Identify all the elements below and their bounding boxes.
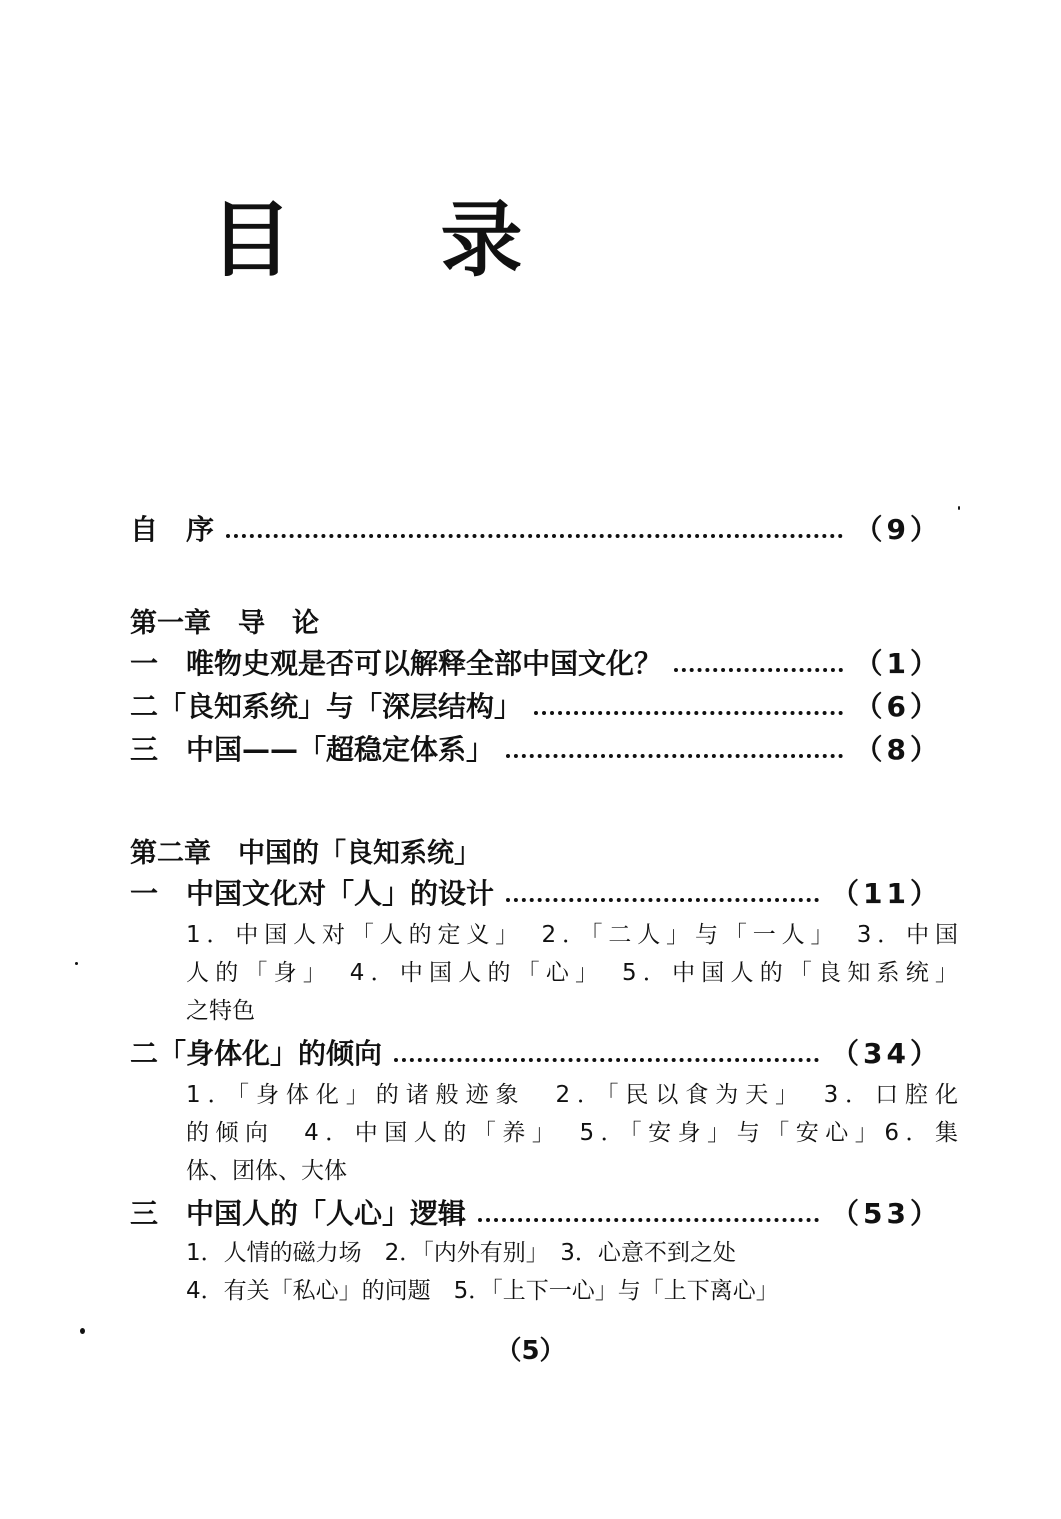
leader-dots	[674, 664, 843, 672]
leader-dots	[478, 1214, 819, 1222]
toc-entry-page: （1）	[854, 647, 942, 680]
subitem-line: 1．人情的磁力场 2．「内外有别」 3．心意不到之处	[186, 1240, 736, 1266]
scan-speck	[958, 506, 960, 510]
toc-entry-label: 二「良知系统」与「深层结构」	[130, 690, 523, 723]
chapter-heading: 第一章 导 论	[130, 607, 319, 639]
toc-entry-label: 一 唯物史观是否可以解释全部中国文化？	[130, 647, 663, 680]
subitem-line: 4．有关「私心」的问题 5．「上下一心」与「上下离心」	[186, 1278, 779, 1304]
toc-entry	[130, 640, 942, 684]
toc-entry-label: 二「身体化」的倾向	[130, 1037, 383, 1070]
scan-speck	[75, 962, 78, 965]
leader-dots	[506, 750, 843, 758]
toc-entry-label: 自 序	[130, 513, 215, 546]
subitem-line: 体、团体、大体	[186, 1158, 347, 1184]
toc-entry-page: （6）	[854, 690, 942, 723]
page-title: 目 录	[210, 193, 583, 288]
toc-entry-page: （9）	[854, 513, 942, 546]
toc-entry-preface	[130, 506, 942, 550]
chapter-heading: 第二章 中国的「良知系统」	[130, 837, 481, 869]
toc-entry	[130, 683, 942, 727]
subitem-line: 的倾向 4．中国人的「养」 5．「安身」与「安心」6．集	[186, 1120, 958, 1146]
toc-entry	[130, 870, 942, 914]
scan-speck	[80, 1328, 85, 1334]
toc-entry-page: （11）	[831, 877, 942, 910]
subitem-line: 之特色	[186, 998, 255, 1024]
toc-entry-label: 三 中国——「超稳定体系」	[130, 733, 495, 766]
subitem-line: 1．中国人对「人的定义」 2．「二人」与「一人」 3．中国	[186, 922, 958, 948]
subitem-line: 1．「身体化」的诸般迹象 2．「民以食为天」 3．口腔化	[186, 1082, 958, 1108]
toc-entry-page: （53）	[831, 1197, 942, 1230]
toc-entry-page: （8）	[854, 733, 942, 766]
toc-entry-page: （34）	[831, 1037, 942, 1070]
page-number: （5）	[495, 1336, 566, 1366]
subitem-line: 人的「身」 4．中国人的「心」 5．中国人的「良知系统」	[186, 960, 958, 986]
toc-entry	[130, 1190, 942, 1234]
toc-entry	[130, 1030, 942, 1074]
toc-entry-label: 三 中国人的「人心」逻辑	[130, 1197, 467, 1230]
leader-dots	[534, 707, 843, 715]
leader-dots	[506, 894, 819, 902]
toc-entry-label: 一 中国文化对「人」的设计	[130, 877, 495, 910]
toc-entry	[130, 726, 942, 770]
leader-dots	[226, 530, 843, 538]
leader-dots	[394, 1054, 819, 1062]
